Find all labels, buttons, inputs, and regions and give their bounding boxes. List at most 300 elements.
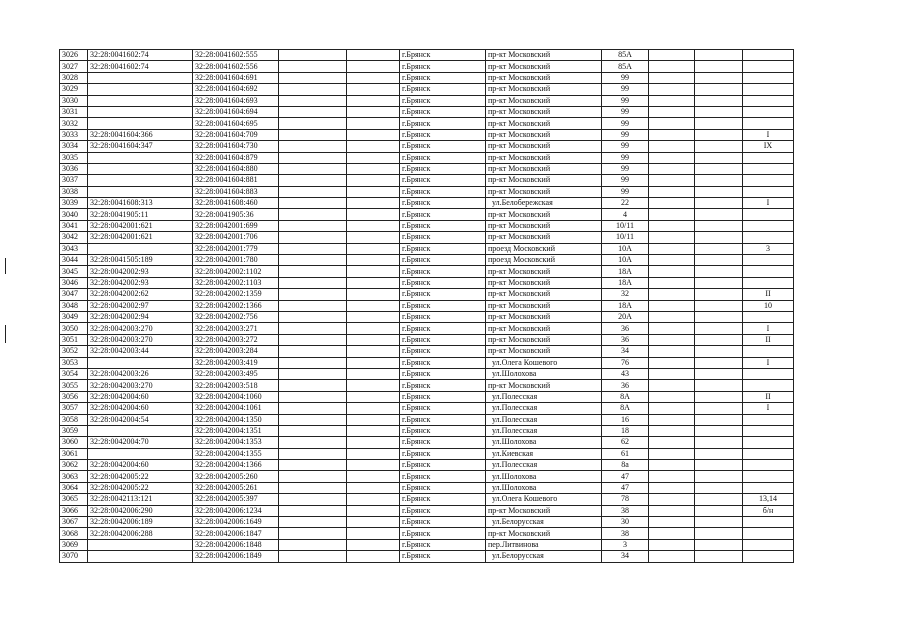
city-cell: г.Брянск [400, 403, 486, 414]
table-row [60, 551, 794, 562]
empty-cell [695, 106, 743, 117]
empty-cell [347, 198, 400, 209]
source-cadastral-number-cell: 32:28:0042001:621 [88, 232, 193, 243]
row-number-cell: 3038 [60, 186, 88, 197]
city-cell: г.Брянск [400, 163, 486, 174]
cadastral-number-cell: 32:28:0041604:883 [193, 186, 279, 197]
source-cadastral-number-cell [88, 95, 193, 106]
empty-cell [279, 72, 347, 83]
table-row [60, 437, 794, 448]
house-number-cell: 16 [602, 414, 649, 425]
empty-cell [347, 50, 400, 61]
house-number-cell: 99 [602, 175, 649, 186]
row-number-cell: 3053 [60, 357, 88, 368]
row-number-cell: 3058 [60, 414, 88, 425]
empty-cell [695, 460, 743, 471]
empty-cell [347, 505, 400, 516]
empty-cell [347, 414, 400, 425]
row-number-cell: 3045 [60, 266, 88, 277]
empty-cell [695, 232, 743, 243]
city-cell: г.Брянск [400, 391, 486, 402]
house-number-cell: 18 [602, 425, 649, 436]
source-cadastral-number-cell: 32:28:0042003:270 [88, 323, 193, 334]
table-row [60, 84, 794, 95]
table-row [60, 277, 794, 288]
cadastral-number-cell: 32:28:0041604:695 [193, 118, 279, 129]
premises-number-cell [743, 380, 794, 391]
street-cell: пр-кт Московский [486, 300, 602, 311]
empty-cell [347, 61, 400, 72]
source-cadastral-number-cell: 32:28:0042006:290 [88, 505, 193, 516]
house-number-cell: 99 [602, 186, 649, 197]
empty-cell [695, 95, 743, 106]
cadastral-number-cell: 32:28:0041905:36 [193, 209, 279, 220]
cadastral-number-cell: 32:28:0042006:1849 [193, 551, 279, 562]
row-number-cell: 3056 [60, 391, 88, 402]
house-number-cell: 47 [602, 471, 649, 482]
source-cadastral-number-cell: 32:28:0042002:97 [88, 300, 193, 311]
table-row [60, 255, 794, 266]
source-cadastral-number-cell: 32:28:0042004:70 [88, 437, 193, 448]
empty-cell [279, 209, 347, 220]
empty-cell [649, 243, 695, 254]
street-cell: пр-кт Московский [486, 311, 602, 322]
empty-cell [649, 289, 695, 300]
empty-cell [649, 141, 695, 152]
source-cadastral-number-cell [88, 448, 193, 459]
row-number-cell: 3046 [60, 277, 88, 288]
street-cell: пр-кт Московский [486, 141, 602, 152]
cadastral-number-cell: 32:28:0041602:556 [193, 61, 279, 72]
empty-cell [695, 391, 743, 402]
street-cell: пр-кт Московский [486, 129, 602, 140]
source-cadastral-number-cell [88, 186, 193, 197]
source-cadastral-number-cell: 32:28:0042113:121 [88, 494, 193, 505]
empty-cell [695, 84, 743, 95]
empty-cell [279, 380, 347, 391]
empty-cell [347, 300, 400, 311]
row-number-cell: 3060 [60, 437, 88, 448]
city-cell: г.Брянск [400, 539, 486, 550]
street-cell: проезд Московский [486, 243, 602, 254]
house-number-cell: 78 [602, 494, 649, 505]
empty-cell [649, 163, 695, 174]
table-row [60, 186, 794, 197]
street-cell: ул.Полесская [486, 414, 602, 425]
empty-cell [649, 84, 695, 95]
city-cell: г.Брянск [400, 186, 486, 197]
empty-cell [279, 357, 347, 368]
empty-cell [279, 505, 347, 516]
city-cell: г.Брянск [400, 220, 486, 231]
empty-cell [649, 232, 695, 243]
empty-cell [649, 209, 695, 220]
premises-number-cell [743, 61, 794, 72]
row-number-cell: 3070 [60, 551, 88, 562]
premises-number-cell: I [743, 323, 794, 334]
cadastral-number-cell: 32:28:0042001:780 [193, 255, 279, 266]
empty-cell [279, 118, 347, 129]
premises-number-cell [743, 277, 794, 288]
house-number-cell: 10А [602, 243, 649, 254]
city-cell: г.Брянск [400, 232, 486, 243]
house-number-cell: 8А [602, 403, 649, 414]
city-cell: г.Брянск [400, 437, 486, 448]
empty-cell [695, 175, 743, 186]
cadastral-number-cell: 32:28:0042006:1649 [193, 517, 279, 528]
city-cell: г.Брянск [400, 482, 486, 493]
empty-cell [279, 266, 347, 277]
source-cadastral-number-cell [88, 163, 193, 174]
row-number-cell: 3031 [60, 106, 88, 117]
empty-cell [649, 277, 695, 288]
house-number-cell: 47 [602, 482, 649, 493]
empty-cell [347, 95, 400, 106]
row-number-cell: 3040 [60, 209, 88, 220]
table-row [60, 505, 794, 516]
empty-cell [279, 277, 347, 288]
street-cell: пр-кт Московский [486, 334, 602, 345]
house-number-cell: 30 [602, 517, 649, 528]
cadastral-number-cell: 32:28:0042006:1234 [193, 505, 279, 516]
empty-cell [649, 517, 695, 528]
cadastral-number-cell: 32:28:0042002:1103 [193, 277, 279, 288]
premises-number-cell [743, 437, 794, 448]
cadastral-number-cell: 32:28:0042004:1353 [193, 437, 279, 448]
empty-cell [649, 220, 695, 231]
premises-number-cell [743, 106, 794, 117]
city-cell: г.Брянск [400, 175, 486, 186]
house-number-cell: 99 [602, 163, 649, 174]
source-cadastral-number-cell: 32:28:0041602:74 [88, 50, 193, 61]
empty-cell [347, 84, 400, 95]
row-number-cell: 3033 [60, 129, 88, 140]
table-row [60, 380, 794, 391]
empty-cell [649, 368, 695, 379]
city-cell: г.Брянск [400, 300, 486, 311]
cadastral-number-cell: 32:28:0041604:730 [193, 141, 279, 152]
premises-number-cell [743, 425, 794, 436]
table-row [60, 118, 794, 129]
source-cadastral-number-cell: 32:28:0042003:270 [88, 334, 193, 345]
empty-cell [279, 152, 347, 163]
house-number-cell: 61 [602, 448, 649, 459]
empty-cell [649, 437, 695, 448]
row-number-cell: 3041 [60, 220, 88, 231]
empty-cell [347, 311, 400, 322]
empty-cell [279, 425, 347, 436]
city-cell: г.Брянск [400, 141, 486, 152]
empty-cell [347, 255, 400, 266]
street-cell: пр-кт Московский [486, 95, 602, 106]
premises-number-cell: II [743, 391, 794, 402]
empty-cell [279, 517, 347, 528]
source-cadastral-number-cell [88, 357, 193, 368]
empty-cell [347, 106, 400, 117]
house-number-cell: 18А [602, 266, 649, 277]
city-cell: г.Брянск [400, 84, 486, 95]
empty-cell [695, 198, 743, 209]
empty-cell [347, 129, 400, 140]
table-row [60, 494, 794, 505]
city-cell: г.Брянск [400, 95, 486, 106]
empty-cell [649, 50, 695, 61]
row-number-cell: 3028 [60, 72, 88, 83]
empty-cell [279, 186, 347, 197]
cadastral-number-cell: 32:28:0042003:272 [193, 334, 279, 345]
empty-cell [279, 323, 347, 334]
premises-number-cell [743, 311, 794, 322]
empty-cell [279, 448, 347, 459]
table-row [60, 539, 794, 550]
table-row [60, 106, 794, 117]
source-cadastral-number-cell: 32:28:0042002:93 [88, 266, 193, 277]
empty-cell [649, 539, 695, 550]
empty-cell [279, 346, 347, 357]
premises-number-cell [743, 175, 794, 186]
house-number-cell: 36 [602, 323, 649, 334]
row-number-cell: 3039 [60, 198, 88, 209]
row-number-cell: 3049 [60, 311, 88, 322]
cadastral-number-cell: 32:28:0042005:260 [193, 471, 279, 482]
empty-cell [347, 437, 400, 448]
empty-cell [347, 551, 400, 562]
premises-number-cell [743, 163, 794, 174]
house-number-cell: 34 [602, 551, 649, 562]
house-number-cell: 85А [602, 61, 649, 72]
source-cadastral-number-cell: 32:28:0042004:60 [88, 391, 193, 402]
street-cell: пр-кт Московский [486, 50, 602, 61]
city-cell: г.Брянск [400, 460, 486, 471]
scan-margin-mark [5, 325, 6, 343]
empty-cell [649, 311, 695, 322]
empty-cell [279, 482, 347, 493]
table-row [60, 300, 794, 311]
cadastral-number-cell: 32:28:0041604:692 [193, 84, 279, 95]
premises-number-cell [743, 266, 794, 277]
empty-cell [695, 323, 743, 334]
street-cell: ул.Белорусская [486, 517, 602, 528]
street-cell: ул.Полесская [486, 460, 602, 471]
row-number-cell: 3050 [60, 323, 88, 334]
empty-cell [279, 106, 347, 117]
cadastral-number-cell: 32:28:0042003:419 [193, 357, 279, 368]
table-row [60, 61, 794, 72]
scan-margin-mark [5, 258, 6, 274]
cadastral-number-cell: 32:28:0042002:1359 [193, 289, 279, 300]
empty-cell [279, 141, 347, 152]
empty-cell [347, 482, 400, 493]
empty-cell [279, 311, 347, 322]
street-cell: пр-кт Московский [486, 61, 602, 72]
empty-cell [279, 539, 347, 550]
row-number-cell: 3065 [60, 494, 88, 505]
empty-cell [347, 494, 400, 505]
cadastral-number-cell: 32:28:0042005:261 [193, 482, 279, 493]
row-number-cell: 3068 [60, 528, 88, 539]
source-cadastral-number-cell: 32:28:0041604:347 [88, 141, 193, 152]
empty-cell [695, 528, 743, 539]
table-row [60, 152, 794, 163]
city-cell: г.Брянск [400, 357, 486, 368]
empty-cell [279, 255, 347, 266]
premises-number-cell [743, 368, 794, 379]
row-number-cell: 3032 [60, 118, 88, 129]
table-row [60, 403, 794, 414]
street-cell: пр-кт Московский [486, 209, 602, 220]
street-cell: пр-кт Московский [486, 289, 602, 300]
empty-cell [649, 266, 695, 277]
cadastral-number-cell: 32:28:0041604:694 [193, 106, 279, 117]
cadastral-number-cell: 32:28:0042004:1060 [193, 391, 279, 402]
city-cell: г.Брянск [400, 323, 486, 334]
house-number-cell: 10/11 [602, 220, 649, 231]
city-cell: г.Брянск [400, 471, 486, 482]
city-cell: г.Брянск [400, 198, 486, 209]
city-cell: г.Брянск [400, 106, 486, 117]
premises-number-cell [743, 517, 794, 528]
source-cadastral-number-cell: 32:28:0042002:94 [88, 311, 193, 322]
source-cadastral-number-cell: 32:28:0042003:44 [88, 346, 193, 357]
empty-cell [347, 539, 400, 550]
source-cadastral-number-cell [88, 243, 193, 254]
row-number-cell: 3061 [60, 448, 88, 459]
street-cell: пр-кт Московский [486, 175, 602, 186]
street-cell: пр-кт Московский [486, 346, 602, 357]
table-row [60, 471, 794, 482]
street-cell: проезд Московский [486, 255, 602, 266]
table-body [60, 50, 794, 563]
empty-cell [279, 414, 347, 425]
table-row [60, 482, 794, 493]
premises-number-cell [743, 471, 794, 482]
city-cell: г.Брянск [400, 289, 486, 300]
house-number-cell: 43 [602, 368, 649, 379]
house-number-cell: 38 [602, 505, 649, 516]
empty-cell [347, 175, 400, 186]
row-number-cell: 3042 [60, 232, 88, 243]
street-cell: пр-кт Московский [486, 186, 602, 197]
empty-cell [347, 277, 400, 288]
cadastral-number-cell: 32:28:0042003:284 [193, 346, 279, 357]
empty-cell [695, 300, 743, 311]
street-cell: ул.Полесская [486, 391, 602, 402]
empty-cell [347, 266, 400, 277]
city-cell: г.Брянск [400, 311, 486, 322]
empty-cell [347, 220, 400, 231]
empty-cell [279, 368, 347, 379]
cadastral-number-cell: 32:28:0042002:1102 [193, 266, 279, 277]
empty-cell [347, 243, 400, 254]
row-number-cell: 3062 [60, 460, 88, 471]
house-number-cell: 36 [602, 380, 649, 391]
row-number-cell: 3029 [60, 84, 88, 95]
cadastral-number-cell: 32:28:0042006:1847 [193, 528, 279, 539]
table-row [60, 323, 794, 334]
house-number-cell: 85А [602, 50, 649, 61]
empty-cell [347, 460, 400, 471]
empty-cell [695, 471, 743, 482]
empty-cell [279, 551, 347, 562]
empty-cell [279, 95, 347, 106]
premises-number-cell [743, 72, 794, 83]
empty-cell [695, 289, 743, 300]
cadastral-number-cell: 32:28:0042004:1355 [193, 448, 279, 459]
city-cell: г.Брянск [400, 448, 486, 459]
house-number-cell: 62 [602, 437, 649, 448]
street-cell: пр-кт Московский [486, 72, 602, 83]
house-number-cell: 99 [602, 152, 649, 163]
empty-cell [695, 163, 743, 174]
source-cadastral-number-cell: 32:28:0041905:11 [88, 209, 193, 220]
empty-cell [695, 517, 743, 528]
empty-cell [695, 357, 743, 368]
cadastral-number-cell: 32:28:0041608:460 [193, 198, 279, 209]
source-cadastral-number-cell: 32:28:0042003:270 [88, 380, 193, 391]
empty-cell [649, 357, 695, 368]
cadastral-number-cell: 32:28:0041604:879 [193, 152, 279, 163]
street-cell: пер.Литвинова [486, 539, 602, 550]
cadastral-number-cell: 32:28:0042001:779 [193, 243, 279, 254]
row-number-cell: 3044 [60, 255, 88, 266]
empty-cell [649, 334, 695, 345]
empty-cell [649, 471, 695, 482]
source-cadastral-number-cell: 32:28:0041505:189 [88, 255, 193, 266]
empty-cell [347, 403, 400, 414]
row-number-cell: 3052 [60, 346, 88, 357]
empty-cell [347, 528, 400, 539]
house-number-cell: 3 [602, 539, 649, 550]
table-row [60, 72, 794, 83]
house-number-cell: 76 [602, 357, 649, 368]
empty-cell [695, 152, 743, 163]
city-cell: г.Брянск [400, 277, 486, 288]
street-cell: ул.Шолохова [486, 437, 602, 448]
empty-cell [649, 346, 695, 357]
premises-number-cell: 13,14 [743, 494, 794, 505]
row-number-cell: 3067 [60, 517, 88, 528]
empty-cell [279, 198, 347, 209]
city-cell: г.Брянск [400, 505, 486, 516]
city-cell: г.Брянск [400, 61, 486, 72]
empty-cell [279, 528, 347, 539]
premises-number-cell [743, 209, 794, 220]
empty-cell [695, 448, 743, 459]
row-number-cell: 3066 [60, 505, 88, 516]
city-cell: г.Брянск [400, 50, 486, 61]
house-number-cell: 32 [602, 289, 649, 300]
house-number-cell: 20А [602, 311, 649, 322]
table-row [60, 289, 794, 300]
empty-cell [347, 152, 400, 163]
row-number-cell: 3069 [60, 539, 88, 550]
row-number-cell: 3054 [60, 368, 88, 379]
source-cadastral-number-cell [88, 539, 193, 550]
street-cell: пр-кт Московский [486, 380, 602, 391]
empty-cell [695, 220, 743, 231]
row-number-cell: 3026 [60, 50, 88, 61]
city-cell: г.Брянск [400, 528, 486, 539]
street-cell: ул.Шолохова [486, 482, 602, 493]
house-number-cell: 99 [602, 106, 649, 117]
cadastral-number-cell: 32:28:0042004:1350 [193, 414, 279, 425]
empty-cell [649, 528, 695, 539]
row-number-cell: 3059 [60, 425, 88, 436]
empty-cell [347, 118, 400, 129]
source-cadastral-number-cell: 32:28:0042004:60 [88, 460, 193, 471]
row-number-cell: 3048 [60, 300, 88, 311]
empty-cell [695, 425, 743, 436]
